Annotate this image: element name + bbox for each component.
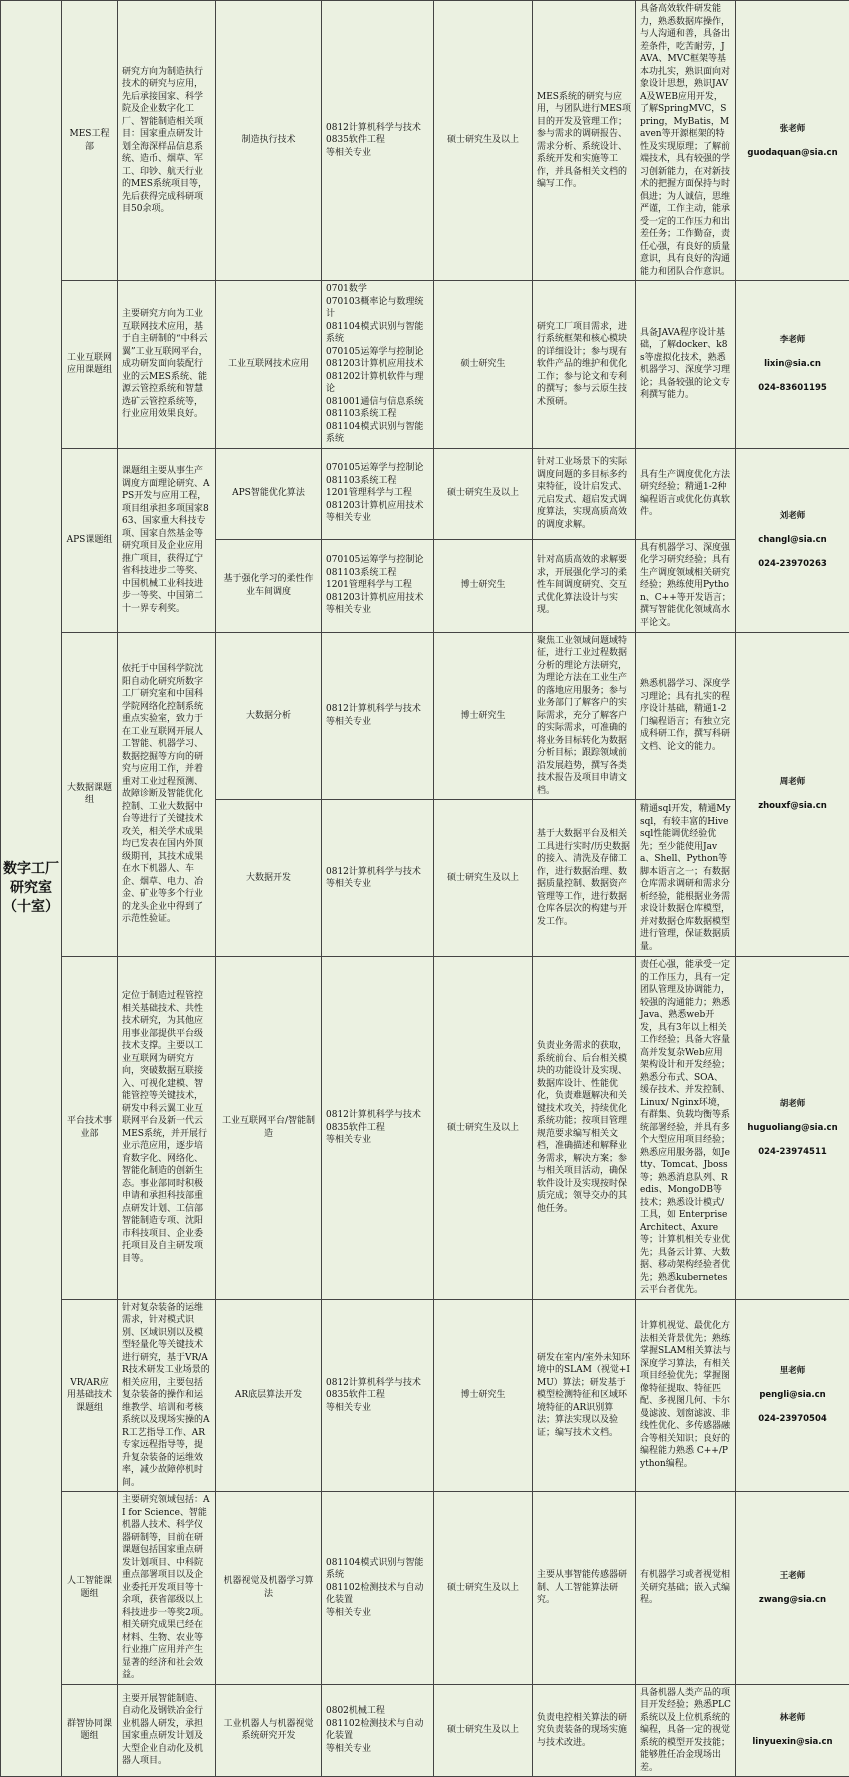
position-requirements: 熟悉机器学习、深度学习理论；具有扎实的程序设计基础，精通1-2门编程语言；有独立完成科研工作，撰写科研文档、论文的能力。 xyxy=(636,632,736,800)
table-row xyxy=(1,448,849,539)
position-degree: 博士研究生 xyxy=(434,539,533,632)
contact-name: 李老师 xyxy=(740,334,845,346)
contact-name: 林老师 xyxy=(740,1712,845,1724)
lab-intro: 定位于制造过程管控相关基础技术、共性技术研究，为其他应用事业部提供平台级技术支撑。主要以工业互联网为研究方向，突破数据互联接入、可视化建模、智能管控等关键技术，研发中科云翼工业互联网平台及新一代云MES系统，并开展行业示范应用，逐步培育数字化、网络化、智能化制造的创新生态。事业部同时积极申请和承担科技部重点研发计划、工信部智能制造专项、沈阳市科技项目、企业委托项目及自主研发项目等。 xyxy=(118,957,216,1300)
lab-name: 平台技术事业部 xyxy=(62,957,118,1300)
contact-name: 王老师 xyxy=(740,1570,845,1582)
position-title: 基于强化学习的柔性作业车间调度 xyxy=(216,539,322,632)
position-requirements: 计算机视觉、最优化方法相关背景优先；熟练掌握SLAM相关算法与深度学习算法，有相关项目经验优先；掌握图像特征提取、特征匹配、多视图几何、卡尔曼滤波、划窗滤波、非线性优化、多传感器融合等相关知识；良好的编程能力熟悉 C++/Python编程。 xyxy=(636,1299,736,1492)
position-title: APS智能优化算法 xyxy=(216,448,322,539)
position-majors: 081104模式识别与智能系统 081102检测技术与自动化装置 等相关专业 xyxy=(322,1492,434,1685)
contact-cell xyxy=(736,1299,849,1492)
lab-intro: 主要研究方向为工业互联网技术应用，基于自主研制的“中科云翼”工业互联网平台，成功研发面向装配行业的云MES系统、能源云管控系统和智慧选矿云管控系统等，行业应用效果良好。 xyxy=(118,281,216,449)
position-degree: 硕士研究生及以上 xyxy=(434,957,533,1300)
contact-cell xyxy=(736,1,849,281)
lab-intro: 课题组主要从事生产调度方面理论研究、APS开发与应用工程，项目组承担多项国家863、国家重大科技专项、国家自然基金等研究项目及企业应用推广项目，获得辽宁省科技进步二等奖、中国机械工业科技进步一等奖、中国第二十一界专利奖。 xyxy=(118,448,216,632)
lab-intro: 依托于中国科学院沈阳自动化研究所数字工厂研究室和中国科学院网络化控制系统重点实验室，致力于在工业互联网开展人工智能、机器学习、数据挖掘等方向的研究与应用工作，并着重对工业过程预测、故障诊断及智能优化控制、工业大数据中台等进行了关键技术攻关，相关学术成果均已发表在国内外顶级期刊，其技术成果在水下机器人、车企、烟草、电力、冶金、矿业等多个行业的龙头企业中得到了示范性验证。 xyxy=(118,632,216,957)
position-degree: 硕士研究生及以上 xyxy=(434,1,533,281)
contact-email: huguoliang@sia.cn xyxy=(740,1122,845,1134)
lab-name: 工业互联网应用课题组 xyxy=(62,281,118,449)
lab-name: APS课题组 xyxy=(62,448,118,632)
contact-cell xyxy=(736,448,849,632)
position-majors: 0802机械工程 081102检测技术与自动化装置 等相关专业 xyxy=(322,1684,434,1777)
position-requirements: 具有机器学习、深度强化学习研究经验；具有生产调度领域相关研究经验；熟练使用Python、C++等开发语言；撰写智能优化领域高水平论文。 xyxy=(636,539,736,632)
position-majors: 0812计算机科学与技术 等相关专业 xyxy=(322,800,434,957)
contact-cell xyxy=(736,1492,849,1685)
contact-cell xyxy=(736,281,849,449)
position-duty: 聚焦工业领域问题域特征，进行工业过程数据分析的理论方法研究，为理论方法在工业生产的落地应用服务；参与业务部门了解客户的实际需求，充分了解客户的实际需求，可准确的将业务目标转化为数据分析目标；跟踪领域前沿发展趋势，撰写各类技术报告及项目申请文档。 xyxy=(533,632,636,800)
position-duty: 负责电控相关算法的研究负责装备的现场实施与技术改进。 xyxy=(533,1684,636,1777)
position-title: 工业互联网技术应用 xyxy=(216,281,322,449)
contact-email: lixin@sia.cn xyxy=(740,358,845,370)
position-requirements: 精通sql开发，精通Mysql，有较丰富的Hive sql性能调优经验优先；至少能使用Java、Shell、Python等脚本语言之一；有数据仓库需求调研和需求分析经验，能根据业务需求设计数据仓库模型，并对数据仓库数据模型进行管理，保证数据质量。 xyxy=(636,800,736,957)
position-degree: 硕士研究生及以上 xyxy=(434,1684,533,1777)
position-title: 工业互联网平台/智能制造 xyxy=(216,957,322,1300)
position-degree: 博士研究生 xyxy=(434,1299,533,1492)
department-name: 数字工厂 研究室 （十室） xyxy=(1,1,62,1777)
position-degree: 硕士研究生 xyxy=(434,281,533,449)
table-row xyxy=(1,281,849,449)
position-title: 工业机器人与机器视觉系统研究开发 xyxy=(216,1684,322,1777)
position-requirements: 责任心强，能承受一定的工作压力，具有一定团队管理及协调能力，较强的沟通能力；熟悉Java、熟悉web开发，具有3年以上相关工作经验；具备大容量高并发复杂Web应用架构设计和开发经验；熟悉分布式、SOA、缓存技术、并发控制、Linux/ Nginx环境，有群集、负载均衡等系统部署经验，并具有多个大型应用项目经验；熟悉应用服务器，如Jetty、Tomcat、Jboss等；熟悉消息队列、Redis、MongoDB等技术；熟悉设计模式/工具，如 Enterprise Architect、Axure等；计算机相关专业优先；具备云计算、大数据、移动架构经验者优先；熟悉kubernetes云平台者优先。 xyxy=(636,957,736,1300)
contact-phone: 024-23974511 xyxy=(740,1146,845,1158)
contact-phone: 024-23970263 xyxy=(740,558,845,570)
position-degree: 硕士研究生及以上 xyxy=(434,800,533,957)
table-row xyxy=(1,1492,849,1685)
position-degree: 博士研究生 xyxy=(434,632,533,800)
position-majors: 070105运筹学与控制论 081103系统工程 1201管理科学与工程 081203计算机应用技术 等相关专业 xyxy=(322,448,434,539)
contact-phone: 024-23970504 xyxy=(740,1413,845,1425)
contact-email: linyuexin@sia.cn xyxy=(740,1736,845,1748)
contact-cell xyxy=(736,1684,849,1777)
lab-name: VR/AR应用基础技术课题组 xyxy=(62,1299,118,1492)
position-title: AR底层算法开发 xyxy=(216,1299,322,1492)
position-requirements: 具备机器人类产品的项目开发经验；熟悉PLC系统以及上位机系统的编程，具备一定的视觉系统的模型开发技能；能够胜任冶金现场出差。 xyxy=(636,1684,736,1777)
position-duty: 研发在室内/室外未知环境中的SLAM（视觉+IMU）算法；研发基于模型检测特征和区域环境特征的AR识别算法；算法实现以及验证；编写技术文档。 xyxy=(533,1299,636,1492)
position-title: 大数据开发 xyxy=(216,800,322,957)
position-requirements: 具备JAVA程序设计基础，了解docker、k8s等虚拟化技术，熟悉机器学习、深度学习理论；具备较强的论文专利撰写能力。 xyxy=(636,281,736,449)
table-row xyxy=(1,1299,849,1492)
position-requirements: 有机器学习或者视觉相关研究基础；嵌入式编程。 xyxy=(636,1492,736,1685)
lab-intro: 针对复杂装备的运维需求，针对模式识别、区域识别以及模型轻量化等关键技术进行研究，基于VR/AR技术研发工业场景的相关应用，主要包括复杂装备的操作和运维教学、培训和考核系统以及现场实操的AR工艺指导工作、AR专家远程指导等，提升复杂装备的运维效率，减少故障停机时间。 xyxy=(118,1299,216,1492)
table-row xyxy=(1,632,849,800)
position-duty: 针对高质高效的求解要求，开展强化学习的柔性车间调度研究、交互式优化算法设计与实现。 xyxy=(533,539,636,632)
lab-intro: 主要研究领域包括：AI for Science、智能机器人技术、科学仪器研制等，目前在研课题包括国家重点研发计划项目、中科院重点部署项目以及企业委托开发项目等十余项，获省部级以上科技进步一等奖2项。相关研究成果已经在材料、生物、农业等行业推广应用并产生显著的经济和社会效益。 xyxy=(118,1492,216,1685)
lab-name: 人工智能课题组 xyxy=(62,1492,118,1685)
lab-name: 大数据课题组 xyxy=(62,632,118,957)
contact-name: 周老师 xyxy=(740,776,845,788)
position-majors: 0812计算机科学与技术 0835软件工程 等相关专业 xyxy=(322,1,434,281)
contact-name: 胡老师 xyxy=(740,1098,845,1110)
position-requirements: 具有生产调度优化方法研究经验；精通1-2种编程语言或优化仿真软件。 xyxy=(636,448,736,539)
contact-email: zhouxf@sia.cn xyxy=(740,800,845,812)
table-row xyxy=(1,1,849,281)
position-majors: 0812计算机科学与技术 等相关专业 xyxy=(322,632,434,800)
position-majors: 070105运筹学与控制论 081103系统工程 1201管理科学与工程 081203计算机应用技术 等相关专业 xyxy=(322,539,434,632)
position-degree: 硕士研究生及以上 xyxy=(434,448,533,539)
position-duty: 研究工厂项目需求，进行系统框架和核心模块的详细设计；参与现有软件产品的维护和优化工作；参与论文和专利的撰写；参与云原生技术预研。 xyxy=(533,281,636,449)
position-title: 机器视觉及机器学习算法 xyxy=(216,1492,322,1685)
position-duty: 负责业务需求的获取，系统前台、后台相关模块的功能设计及实现、数据库设计、性能优化，负责难题解决和关键技术攻关，持续优化系统功能；按项目管理规范要求编写相关文档，准确描述和解释业务需求，解决方案；参与相关项目活动，确保软件设计及实现按时保质完成；领导交办的其他任务。 xyxy=(533,957,636,1300)
table-row xyxy=(1,957,849,1300)
contact-email: pengli@sia.cn xyxy=(740,1389,845,1401)
position-duty: 基于大数据平台及相关工具进行实时/历史数据的接入、清洗及存储工作，进行数据治理、数据质量控制、数据资产管理等工作，进行数据仓库各层次的构建与开发工作。 xyxy=(533,800,636,957)
position-duty: 针对工业场景下的实际调度问题的多目标多约束特征，设计启发式、元启发式、超启发式调度算法，实现高质高效的调度求解。 xyxy=(533,448,636,539)
position-title: 制造执行技术 xyxy=(216,1,322,281)
contact-cell xyxy=(736,632,849,957)
position-duty: 主要从事智能传感器研制、人工智能算法研究。 xyxy=(533,1492,636,1685)
contact-phone: 024-83601195 xyxy=(740,382,845,394)
lab-name: MES工程部 xyxy=(62,1,118,281)
position-majors: 0812计算机科学与技术 0835软件工程 等相关专业 xyxy=(322,1299,434,1492)
position-requirements: 具备高效软件研发能力，熟悉数据库操作，与人沟通和善，具备出差条件，吃苦耐劳，JAVA、MVC框架等基本功扎实，熟识面向对象设计思想，熟识JAVA及WEB应用开发，了解SpringMVC，Spring，MyBatis，Maven等开源框架的特性及实现原理；了解前端技术，具有较强的学习创新能力，在对新技术的把握方面保持与时俱进；为人诚信，思维严谨，工作主动，能承受一定的工作压力和出差任务；工作勤奋，责任心强，有良好的质量意识，具有良好的沟通能力和团队合作意识。 xyxy=(636,1,736,281)
contact-email: zwang@sia.cn xyxy=(740,1594,845,1606)
lab-name: 群智协同课题组 xyxy=(62,1684,118,1777)
contact-cell xyxy=(736,957,849,1300)
lab-intro: 主要开展智能制造、自动化及钢铁冶金行业机器人研发，承担国家重点研发计划及大型企业自动化及机器人项目。 xyxy=(118,1684,216,1777)
position-majors: 0701数学 070103概率论与数理统计 081104模式识别与智能系统 070105运筹学与控制论 081203计算机应用技术 081202计算机软件与理论 081001通信与信息系统 081103系统工程 081104模式识别与智能系统 xyxy=(322,281,434,449)
position-title: 大数据分析 xyxy=(216,632,322,800)
contact-name: 张老师 xyxy=(740,123,845,135)
contact-name: 刘老师 xyxy=(740,510,845,522)
lab-intro: 研究方向为制造执行技术的研究与应用，先后承接国家、科学院及企业数字化工厂、智能制造相关项目：国家重点研发计划全海深样品信息系统、造币、烟草、军工、印钞、航天行业的MES系统项目等，先后获得完成科研项目50余项。 xyxy=(118,1,216,281)
position-majors: 0812计算机科学与技术 0835软件工程 等相关专业 xyxy=(322,957,434,1300)
table-row xyxy=(1,1684,849,1777)
contact-email: changl@sia.cn xyxy=(740,534,845,546)
contact-email: guodaquan@sia.cn xyxy=(740,147,845,159)
position-degree: 硕士研究生及以上 xyxy=(434,1492,533,1685)
position-duty: MES系统的研究与应用，与团队进行MES项目的开发及管理工作；参与需求的调研报告、需求分析、系统设计、系统开发和实施等工作，并具备相关文档的编写工作。 xyxy=(533,1,636,281)
contact-name: 里老师 xyxy=(740,1365,845,1377)
